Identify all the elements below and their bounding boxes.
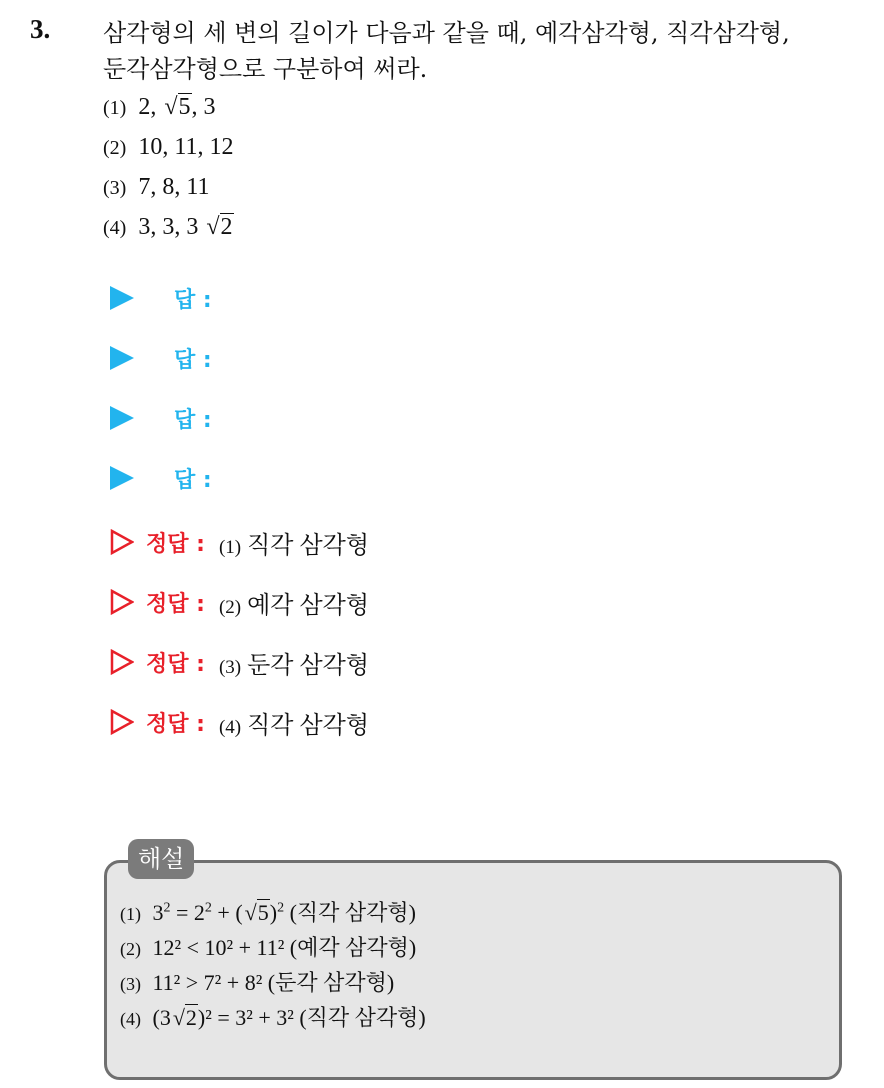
- explanation-text: 12² < 10² + 11² (예각 삼각형): [152, 935, 417, 960]
- solution-label: 정답 :: [146, 651, 205, 677]
- radicand: 5: [178, 94, 191, 120]
- solution-value: 예각 삼각형: [247, 592, 370, 619]
- solution-label: 정답 :: [146, 711, 205, 737]
- radicand: 5: [257, 900, 269, 925]
- solution-number: (4): [218, 716, 242, 738]
- option-list: [103, 87, 234, 247]
- solution-number: (1): [218, 536, 242, 558]
- exponent: 2: [163, 900, 171, 916]
- solution-3: [110, 642, 369, 682]
- answer-field-2[interactable]: [110, 338, 212, 378]
- option-4: [103, 207, 234, 247]
- option-number: (2): [103, 137, 127, 159]
- explanation-title: 해설: [128, 839, 194, 879]
- solution-number: (2): [218, 596, 242, 618]
- outline-triangle-icon: [110, 529, 134, 555]
- solution-text: [219, 525, 369, 560]
- question-number: 3.: [30, 14, 51, 44]
- explanation-line-1: [120, 895, 426, 930]
- play-triangle-icon: [110, 466, 134, 490]
- sqrt-symbol: √5: [164, 94, 191, 120]
- sqrt-symbol: √5: [244, 900, 269, 925]
- exponent: 2: [204, 900, 212, 916]
- answer-field-1[interactable]: [110, 278, 212, 318]
- option-1: [103, 87, 234, 127]
- solution-number: (3): [218, 656, 242, 678]
- answer-label: 답 :: [174, 287, 212, 313]
- solution-label: 정답 :: [146, 591, 205, 617]
- question-text-line-2: 둔각삼각형으로 구분하여 써라.: [103, 55, 428, 83]
- explanation-lines: [120, 895, 426, 1035]
- explanation-line-4: [120, 1000, 426, 1035]
- outline-triangle-icon: [110, 649, 134, 675]
- play-triangle-icon: [110, 406, 134, 430]
- sqrt-symbol: √2: [206, 214, 233, 240]
- option-text: 10, 11, 12: [138, 134, 234, 160]
- option-number: (1): [103, 97, 127, 119]
- answer-field-4[interactable]: [110, 458, 212, 498]
- explanation-line-2: [120, 930, 426, 965]
- outline-triangle-icon: [110, 589, 134, 615]
- option-text-pre: 2,: [138, 94, 163, 120]
- outline-triangle-icon: [110, 709, 134, 735]
- option-number: (4): [103, 217, 127, 239]
- math-term: )² = 3² + 3²: [197, 1005, 294, 1030]
- math-term: ): [269, 900, 278, 925]
- option-3: [103, 167, 234, 207]
- answer-label: 답 :: [174, 407, 212, 433]
- play-triangle-icon: [110, 346, 134, 370]
- option-text-post: , 3: [191, 94, 216, 120]
- option-text-pre: 3, 3, 3: [138, 214, 199, 240]
- solution-2: [110, 582, 369, 622]
- explanation-number: (2): [120, 939, 141, 959]
- answer-field-3[interactable]: [110, 398, 212, 438]
- answer-label: 답 :: [174, 467, 212, 493]
- math-term: (3: [152, 1005, 171, 1030]
- explanation-number: (3): [120, 974, 141, 994]
- radicand: 2: [220, 214, 233, 240]
- math-term: = 2: [170, 900, 205, 925]
- solution-text: [219, 645, 369, 680]
- solution-value: 둔각 삼각형: [247, 652, 370, 679]
- question-text-line-1: 삼각형의 세 변의 길이가 다음과 같을 때, 예각삼각형, 직각삼각형,: [103, 19, 790, 47]
- play-triangle-icon: [110, 286, 134, 310]
- explanation-text: 11² > 7² + 8² (둔각 삼각형): [152, 970, 395, 995]
- explanation-line-3: [120, 965, 426, 1000]
- solution-4: [110, 702, 369, 742]
- solution-1: [110, 522, 369, 562]
- solution-label: 정답 :: [146, 531, 205, 557]
- sqrt-symbol: √2: [172, 1005, 197, 1030]
- solution-value: 직각 삼각형: [247, 532, 370, 559]
- solution-text: [219, 705, 369, 740]
- option-2: [103, 127, 234, 167]
- option-text: 7, 8, 11: [138, 174, 210, 200]
- math-term: 3: [152, 900, 164, 925]
- math-term: + (: [211, 900, 243, 925]
- radicand: 2: [185, 1005, 197, 1030]
- option-number: (3): [103, 177, 127, 199]
- explanation-note: (직각 삼각형): [284, 900, 416, 925]
- explanation-number: (1): [120, 904, 141, 924]
- question-text: [103, 15, 873, 87]
- explanation-number: (4): [120, 1009, 141, 1029]
- exponent: 2: [277, 900, 285, 916]
- solution-text: [219, 585, 369, 620]
- answer-label: 답 :: [174, 347, 212, 373]
- explanation-note: (직각 삼각형): [293, 1005, 426, 1030]
- solution-value: 직각 삼각형: [247, 712, 370, 739]
